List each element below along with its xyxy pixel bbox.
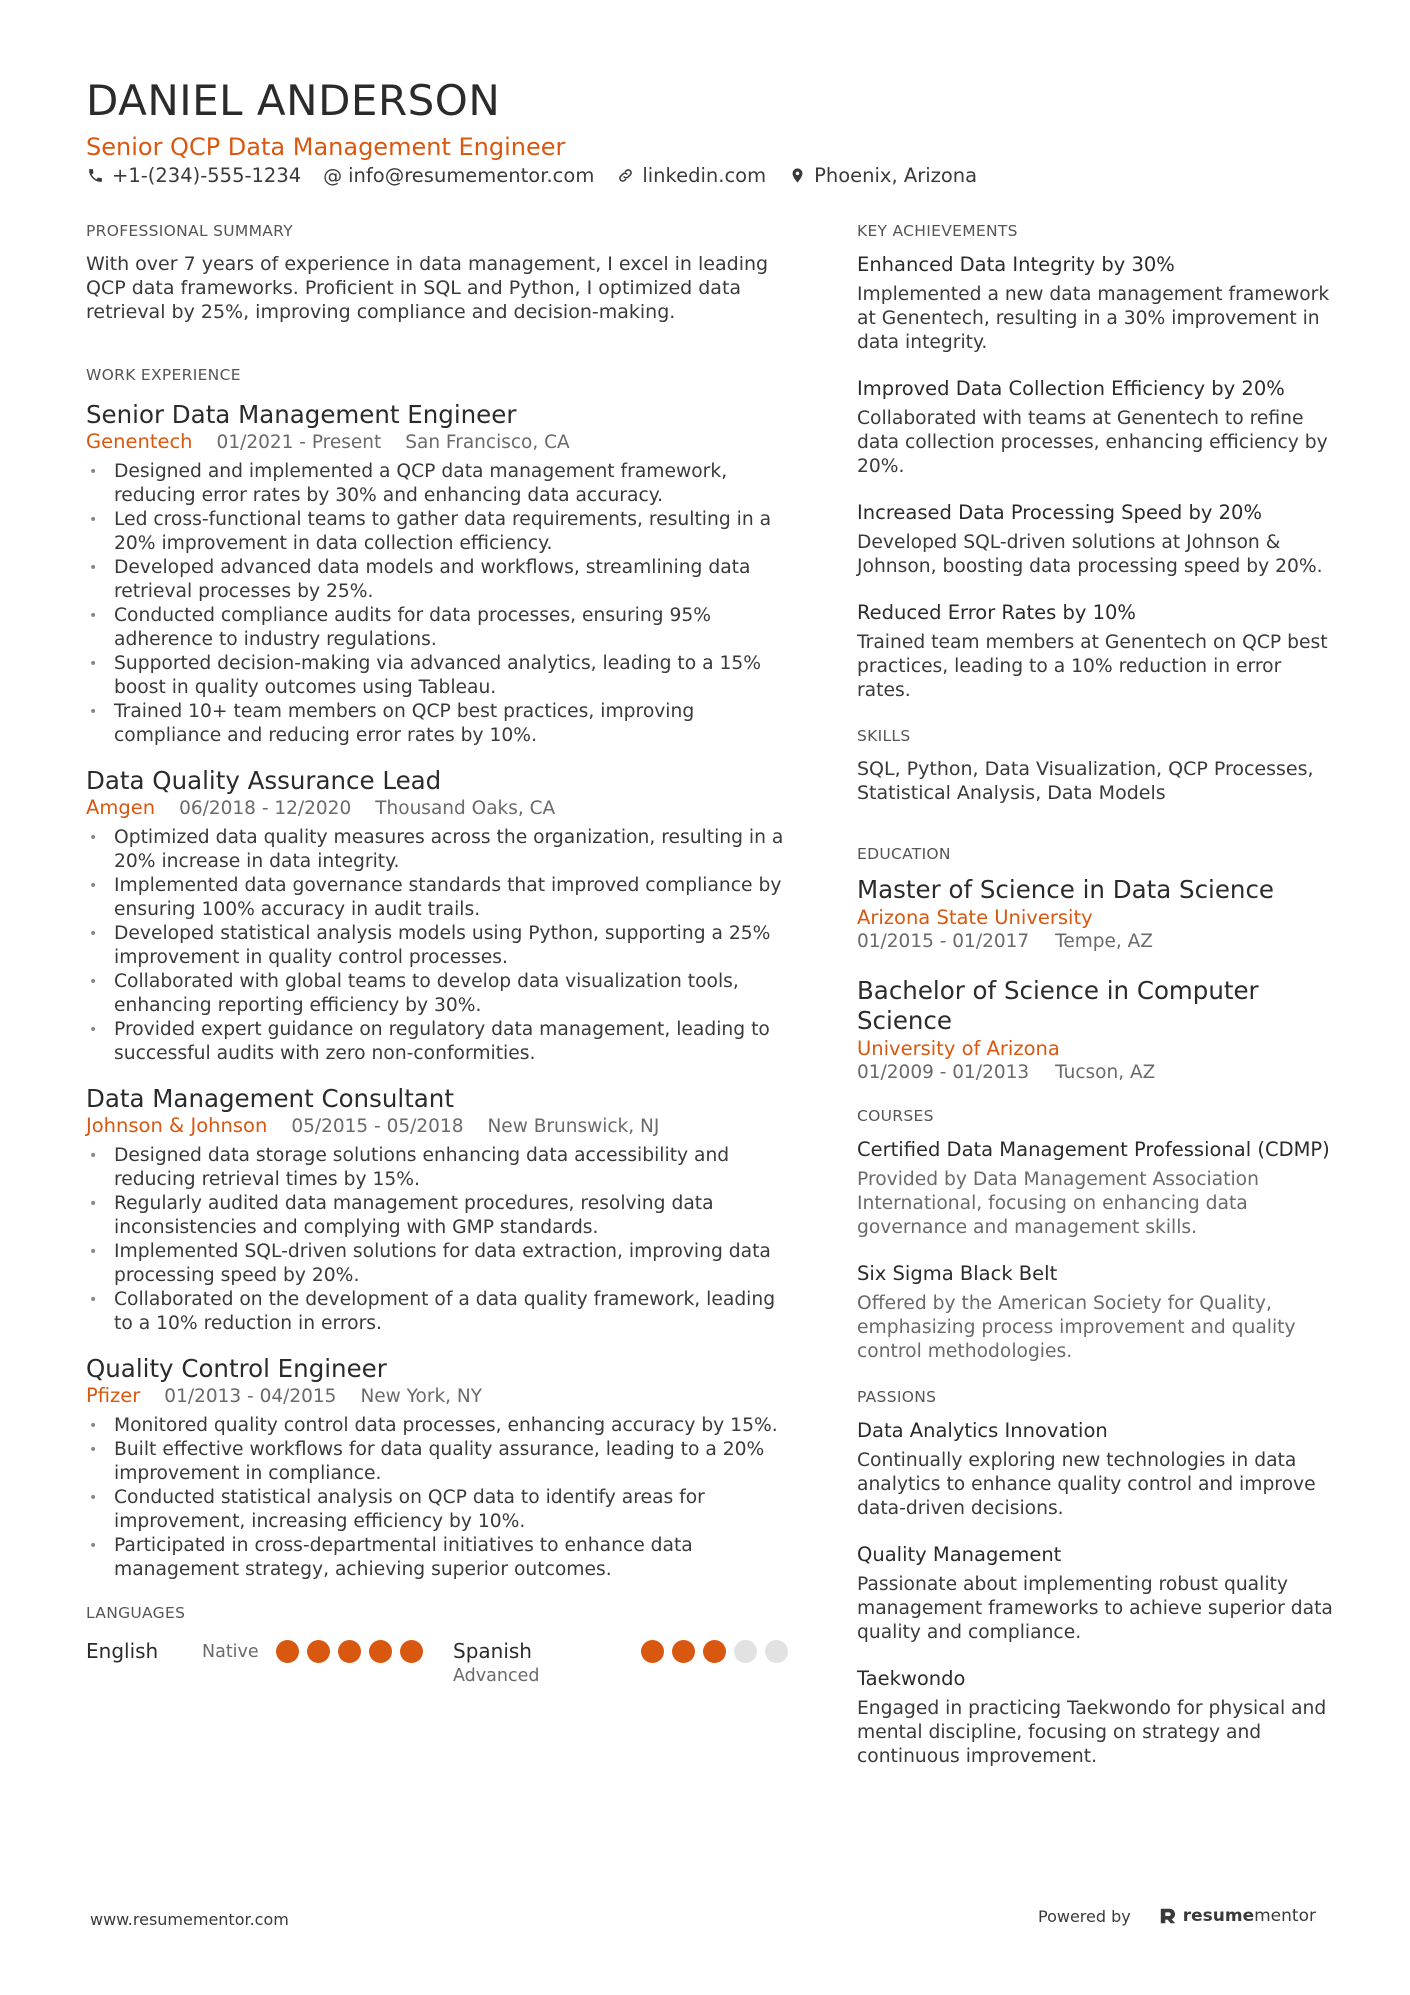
- language-spanish: [453, 1638, 796, 1688]
- job-entry: [86, 1084, 796, 1336]
- at-icon: @: [323, 164, 343, 187]
- language-level: Advanced: [453, 1666, 540, 1686]
- skills-section: [857, 727, 1337, 805]
- achievement-desc: Trained team members at Genentech on QCP best practices, leading to a 10% reduction in error rates.: [857, 632, 1328, 701]
- brand-mark-icon: [1159, 1907, 1177, 1925]
- job-title: Data Management Consultant: [86, 1084, 454, 1113]
- course-desc: Offered by the American Society for Quality, emphasizing process improvement and quality control methodologies.: [857, 1293, 1296, 1362]
- education-meta: [857, 930, 1337, 954]
- bullet-item: • Implemented data governance standards that improved compliance by ensuring 100% accuracy in audit trails.: [86, 874, 796, 922]
- job-title: Data Quality Assurance Lead: [86, 766, 442, 795]
- job-meta: [86, 1384, 796, 1409]
- job-entry: [86, 766, 796, 1066]
- education-meta: [857, 1061, 1337, 1085]
- job-dates: 06/2018 - 12/2020: [179, 798, 352, 819]
- education-item: [857, 976, 1337, 1085]
- course-title: Six Sigma Black Belt: [857, 1262, 1058, 1285]
- language-list: [86, 1638, 796, 1688]
- bullet-item: • Designed and implemented a QCP data management framework, reducing error rates by 30% and enhancing data accuracy.: [86, 460, 796, 508]
- job-bullets: [86, 1414, 796, 1582]
- job-location: Thousand Oaks, CA: [375, 798, 556, 819]
- email-text: info@resumementor.com: [348, 164, 595, 187]
- footer-branding: [1038, 1906, 1316, 1926]
- passion-desc: Continually exploring new technologies in data analytics to enhance quality control and improve data-driven decisions.: [857, 1450, 1316, 1519]
- education-dates: 01/2015 - 01/2017: [857, 931, 1030, 952]
- job-company: Pfizer: [86, 1384, 141, 1407]
- summary-heading: PROFESSIONAL SUMMARY: [86, 222, 294, 240]
- rating-dot-filled: [703, 1640, 726, 1663]
- bullet-item: • Optimized data quality measures across the organization, resulting in a 20% increase in data integrity.: [86, 826, 796, 874]
- school-name: Arizona State University: [857, 906, 1093, 929]
- job-title: Senior Data Management Engineer: [86, 400, 517, 429]
- achievement-item: [857, 500, 1337, 579]
- job-meta: [86, 430, 796, 455]
- degree-title: Master of Science in Data Science: [857, 875, 1275, 904]
- degree-title: Bachelor of Science in Computer Science: [857, 976, 1259, 1035]
- achievement-desc: Implemented a new data management framework at Genentech, resulting in a 30% improvement in data integrity.: [857, 284, 1330, 353]
- skills-heading: SKILLS: [857, 727, 911, 745]
- job-location: New Brunswick, NJ: [487, 1116, 660, 1137]
- job-entry: [86, 1354, 796, 1582]
- rating-dot-filled: [400, 1640, 423, 1663]
- language-english: [86, 1638, 453, 1664]
- footer-website[interactable]: www.resumementor.com: [90, 1910, 289, 1929]
- contact-linkedin[interactable]: [616, 164, 766, 187]
- job-title: Quality Control Engineer: [86, 1354, 387, 1383]
- course-list: [857, 1137, 1337, 1364]
- passions-heading: PASSIONS: [857, 1388, 937, 1406]
- language-rating: [276, 1640, 431, 1663]
- experience-heading: WORK EXPERIENCE: [86, 366, 241, 384]
- bullet-item: • Led cross-functional teams to gather data requirements, resulting in a 20% improvement in data collection efficiency.: [86, 508, 796, 556]
- summary-text: With over 7 years of experience in data management, I excel in leading QCP data frameworks. Proficient in SQL and Python, I optimized data retrieval by 25%, improving compliance and decision-making.: [86, 253, 769, 323]
- job-list: [86, 400, 796, 1582]
- linkedin-text: linkedin.com: [642, 164, 767, 187]
- brand-logo[interactable]: [1159, 1906, 1316, 1926]
- passions-section: [857, 1388, 1337, 1769]
- language-level: Native: [202, 1642, 259, 1662]
- rating-dot-filled: [338, 1640, 361, 1663]
- job-entry: [86, 400, 796, 748]
- rating-dot-filled: [641, 1640, 664, 1663]
- job-bullets: [86, 1144, 796, 1336]
- job-company: Amgen: [86, 796, 156, 819]
- rating-dot-filled: [369, 1640, 392, 1663]
- contact-bar: [86, 164, 999, 187]
- language-name: Spanish: [453, 1639, 532, 1663]
- achievement-title: Improved Data Collection Efficiency by 20%: [857, 377, 1285, 400]
- phone-text: +1-(234)-555-1234: [112, 164, 302, 187]
- achievement-title: Reduced Error Rates by 10%: [857, 601, 1136, 624]
- location-text: Phoenix, Arizona: [814, 164, 978, 187]
- bullet-item: • Implemented SQL-driven solutions for data extraction, improving data processing speed by 20%.: [86, 1240, 796, 1288]
- job-company: Genentech: [86, 430, 193, 453]
- job-dates: 01/2021 - Present: [216, 432, 382, 453]
- achievements-heading: KEY ACHIEVEMENTS: [857, 222, 1018, 240]
- courses-heading: COURSES: [857, 1107, 934, 1125]
- candidate-name: DANIEL ANDERSON: [86, 76, 501, 125]
- job-company: Johnson & Johnson: [86, 1114, 268, 1137]
- skills-text: SQL, Python, Data Visualization, QCP Processes, Statistical Analysis, Data Models: [857, 758, 1314, 804]
- bullet-item: • Provided expert guidance on regulatory data management, leading to successful audits with zero non-conformities.: [86, 1018, 796, 1066]
- education-heading: EDUCATION: [857, 845, 951, 863]
- passion-item: [857, 1542, 1337, 1645]
- left-column: [86, 222, 796, 1688]
- course-item: [857, 1137, 1337, 1240]
- phone-icon: [86, 167, 104, 185]
- passion-desc: Passionate about implementing robust quality management frameworks to achieve superior data quality and compliance.: [857, 1574, 1333, 1643]
- bullet-item: • Supported decision-making via advanced analytics, leading to a 15% boost in quality outcomes using Tableau.: [86, 652, 796, 700]
- brand-name-bold: resume: [1182, 1906, 1255, 1926]
- right-column: [857, 222, 1337, 1803]
- powered-by-label: Powered by: [1038, 1906, 1131, 1926]
- education-section: [857, 845, 1337, 1085]
- languages-section: [86, 1604, 796, 1688]
- education-location: Tempe, AZ: [1055, 931, 1153, 952]
- rating-dot-empty: [734, 1640, 757, 1663]
- brand-name-rest: mentor: [1254, 1906, 1316, 1926]
- job-dates: 05/2015 - 05/2018: [291, 1116, 464, 1137]
- languages-heading: LANGUAGES: [86, 1604, 186, 1622]
- education-item: [857, 875, 1337, 954]
- bullet-item: • Developed statistical analysis models using Python, supporting a 25% improvement in quality control processes.: [86, 922, 796, 970]
- passion-list: [857, 1418, 1337, 1769]
- bullet-item: • Conducted statistical analysis on QCP data to identify areas for improvement, increasing efficiency by 10%.: [86, 1486, 796, 1534]
- candidate-title: Senior QCP Data Management Engineer: [86, 133, 566, 161]
- contact-phone[interactable]: [86, 164, 301, 187]
- education-list: [857, 875, 1337, 1085]
- bullet-item: • Conducted compliance audits for data processes, ensuring 95% adherence to industry regulations.: [86, 604, 796, 652]
- language-name: English: [86, 1639, 159, 1663]
- job-meta: [86, 796, 796, 821]
- bullet-item: • Trained 10+ team members on QCP best practices, improving compliance and reducing error rates by 10%.: [86, 700, 796, 748]
- achievement-item: [857, 376, 1337, 479]
- passion-title: Taekwondo: [857, 1667, 966, 1690]
- job-dates: 01/2013 - 04/2015: [164, 1386, 337, 1407]
- achievement-item: [857, 252, 1337, 355]
- rating-dot-filled: [307, 1640, 330, 1663]
- achievement-desc: Developed SQL-driven solutions at Johnson & Johnson, boosting data processing speed by 20%.: [857, 532, 1323, 577]
- rating-dot-filled: [672, 1640, 695, 1663]
- achievements-section: [857, 222, 1337, 703]
- job-location: New York, NY: [360, 1386, 483, 1407]
- link-icon: [616, 167, 634, 185]
- passion-desc: Engaged in practicing Taekwondo for physical and mental discipline, focusing on strategy and continuous improvement.: [857, 1698, 1327, 1767]
- course-item: [857, 1261, 1337, 1364]
- achievement-desc: Collaborated with teams at Genentech to refine data collection processes, enhancing efficiency by 20%.: [857, 408, 1328, 477]
- course-title: Certified Data Management Professional (CDMP): [857, 1138, 1330, 1161]
- bullet-item: • Built effective workflows for data quality assurance, leading to a 20% improvement in compliance.: [86, 1438, 796, 1486]
- courses-section: [857, 1107, 1337, 1364]
- achievement-item: [857, 600, 1337, 703]
- bullet-item: • Monitored quality control data processes, enhancing accuracy by 15%.: [86, 1414, 796, 1438]
- passion-item: [857, 1418, 1337, 1521]
- location-pin-icon: [788, 167, 806, 185]
- contact-email[interactable]: [323, 164, 594, 187]
- job-bullets: [86, 826, 796, 1066]
- achievement-list: [857, 252, 1337, 703]
- achievement-title: Increased Data Processing Speed by 20%: [857, 501, 1262, 524]
- bullet-item: • Developed advanced data models and workflows, streamlining data retrieval processes by 25%.: [86, 556, 796, 604]
- bullet-item: • Designed data storage solutions enhancing data accessibility and reducing retrieval times by 15%.: [86, 1144, 796, 1192]
- course-desc: Provided by Data Management Association International, focusing on enhancing data governance and management skills.: [857, 1169, 1259, 1238]
- bullet-item: • Collaborated with global teams to develop data visualization tools, enhancing reporting efficiency by 30%.: [86, 970, 796, 1018]
- rating-dot-empty: [765, 1640, 788, 1663]
- job-location: San Francisco, CA: [405, 432, 570, 453]
- passion-title: Data Analytics Innovation: [857, 1419, 1108, 1442]
- school-name: University of Arizona: [857, 1037, 1060, 1060]
- contact-location: [788, 164, 977, 187]
- job-meta: [86, 1114, 796, 1139]
- job-bullets: [86, 460, 796, 748]
- education-location: Tucson, AZ: [1055, 1062, 1156, 1083]
- language-rating: [641, 1640, 796, 1663]
- bullet-item: • Regularly audited data management procedures, resolving data inconsistencies and complying with GMP standards.: [86, 1192, 796, 1240]
- passion-item: [857, 1666, 1337, 1769]
- bullet-item: • Collaborated on the development of a data quality framework, leading to a 10% reduction in errors.: [86, 1288, 796, 1336]
- bullet-item: • Participated in cross-departmental initiatives to enhance data management strategy, achieving superior outcomes.: [86, 1534, 796, 1582]
- passion-title: Quality Management: [857, 1543, 1062, 1566]
- rating-dot-filled: [276, 1640, 299, 1663]
- education-dates: 01/2009 - 01/2013: [857, 1062, 1030, 1083]
- achievement-title: Enhanced Data Integrity by 30%: [857, 253, 1175, 276]
